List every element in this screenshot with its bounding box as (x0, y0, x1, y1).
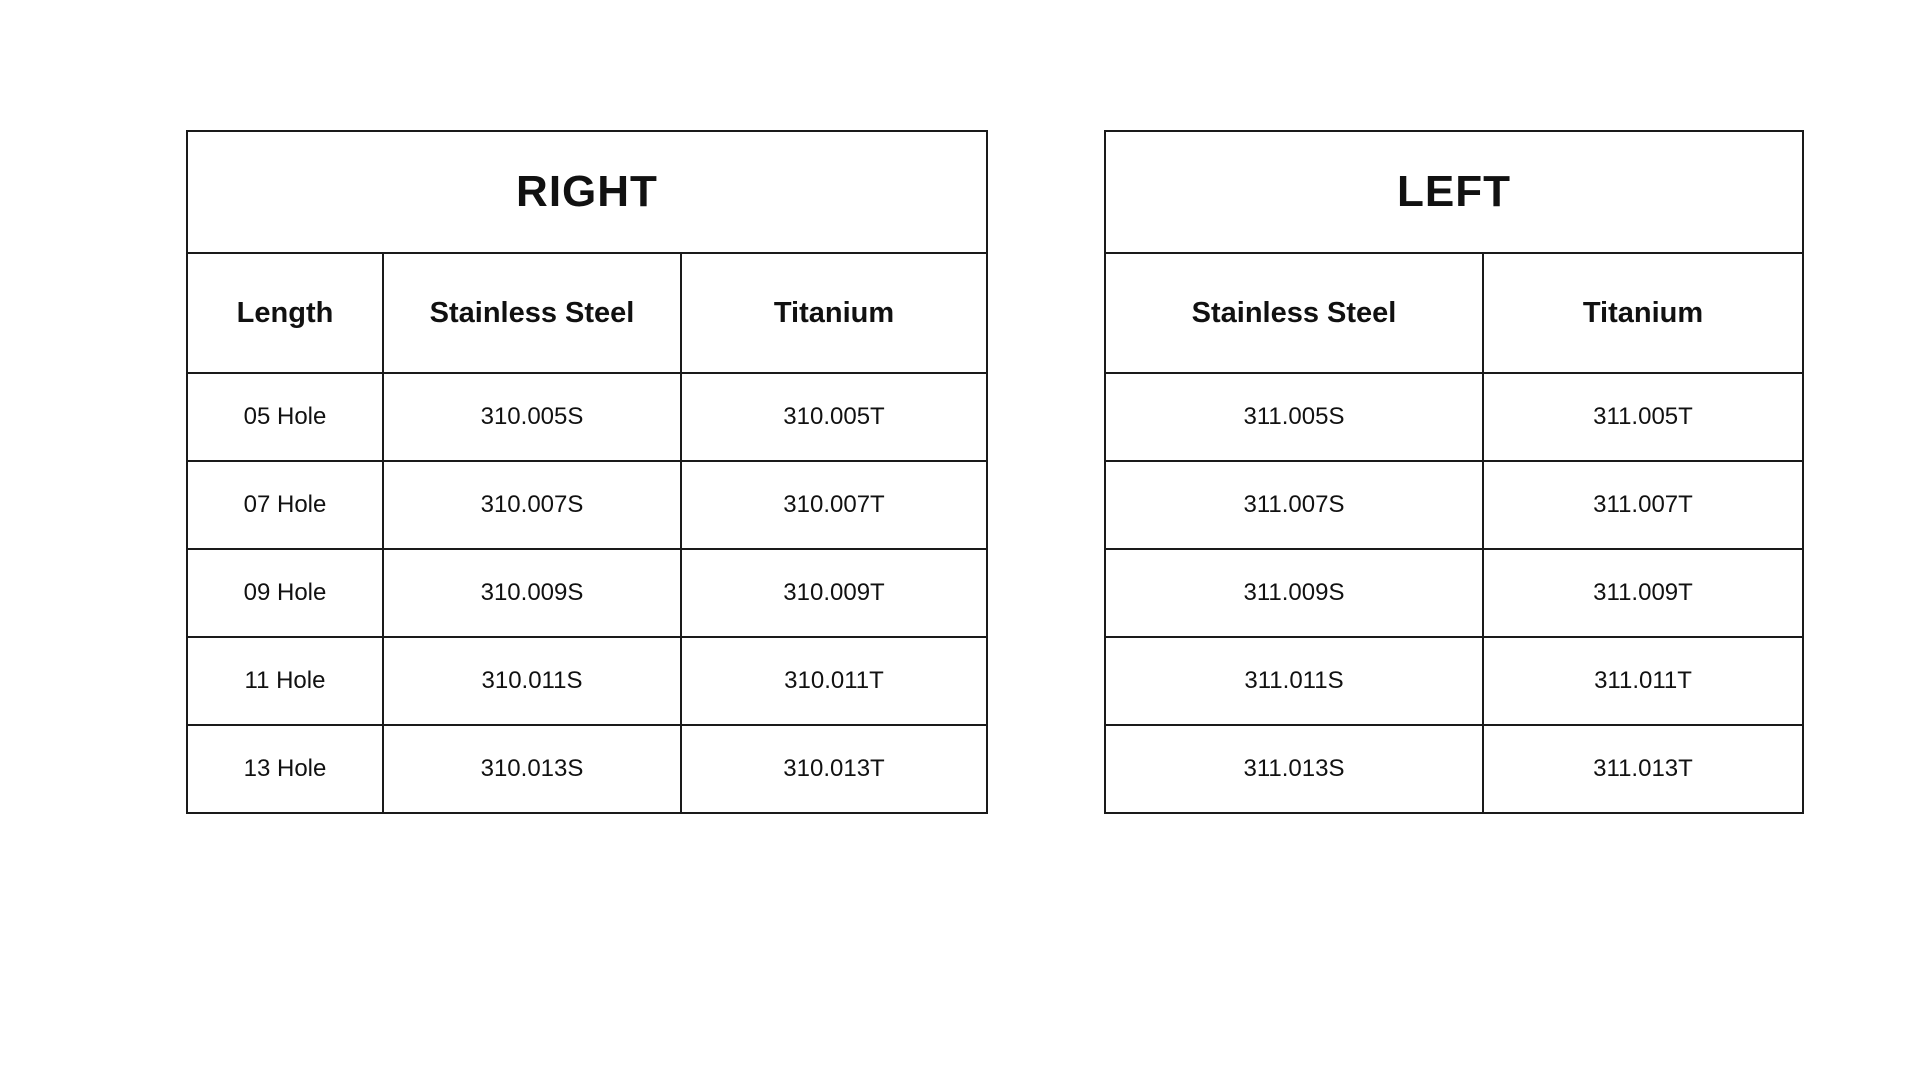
cell-stainless-steel: 310.009S (383, 549, 681, 637)
cell-titanium: 310.009T (681, 549, 987, 637)
table-row (1105, 637, 1803, 725)
cell-stainless-steel: 310.005S (383, 373, 681, 461)
table-row (187, 461, 987, 549)
table-header-row (1105, 253, 1803, 373)
cell-length: 11 Hole (187, 637, 383, 725)
column-header-titanium: Titanium (1483, 253, 1803, 373)
table-row (187, 549, 987, 637)
cell-stainless-steel: 310.011S (383, 637, 681, 725)
cell-titanium: 311.013T (1483, 725, 1803, 813)
column-header-length: Length (187, 253, 383, 373)
table-row (187, 725, 987, 813)
table-row (1105, 373, 1803, 461)
table-title-row (1105, 131, 1803, 253)
spec-table-right (186, 130, 988, 814)
cell-stainless-steel: 311.011S (1105, 637, 1483, 725)
table-title-right: RIGHT (187, 131, 987, 253)
spec-table-left (1104, 130, 1804, 814)
table-row (187, 373, 987, 461)
cell-stainless-steel: 311.009S (1105, 549, 1483, 637)
table-left (1104, 130, 1804, 814)
cell-stainless-steel: 311.005S (1105, 373, 1483, 461)
table-row (1105, 461, 1803, 549)
cell-stainless-steel: 311.007S (1105, 461, 1483, 549)
cell-titanium: 310.013T (681, 725, 987, 813)
table-header-row (187, 253, 987, 373)
cell-titanium: 311.011T (1483, 637, 1803, 725)
table-row (1105, 549, 1803, 637)
table-right (186, 130, 988, 814)
cell-stainless-steel: 311.013S (1105, 725, 1483, 813)
cell-titanium: 311.005T (1483, 373, 1803, 461)
cell-length: 07 Hole (187, 461, 383, 549)
column-header-stainless-steel: Stainless Steel (1105, 253, 1483, 373)
cell-stainless-steel: 310.013S (383, 725, 681, 813)
cell-titanium: 310.005T (681, 373, 987, 461)
table-title-row (187, 131, 987, 253)
table-title-left: LEFT (1105, 131, 1803, 253)
cell-length: 13 Hole (187, 725, 383, 813)
column-header-stainless-steel: Stainless Steel (383, 253, 681, 373)
cell-titanium: 310.007T (681, 461, 987, 549)
cell-titanium: 311.009T (1483, 549, 1803, 637)
cell-length: 09 Hole (187, 549, 383, 637)
cell-titanium: 311.007T (1483, 461, 1803, 549)
column-header-titanium: Titanium (681, 253, 987, 373)
cell-stainless-steel: 310.007S (383, 461, 681, 549)
cell-titanium: 310.011T (681, 637, 987, 725)
cell-length: 05 Hole (187, 373, 383, 461)
table-row (187, 637, 987, 725)
table-row (1105, 725, 1803, 813)
